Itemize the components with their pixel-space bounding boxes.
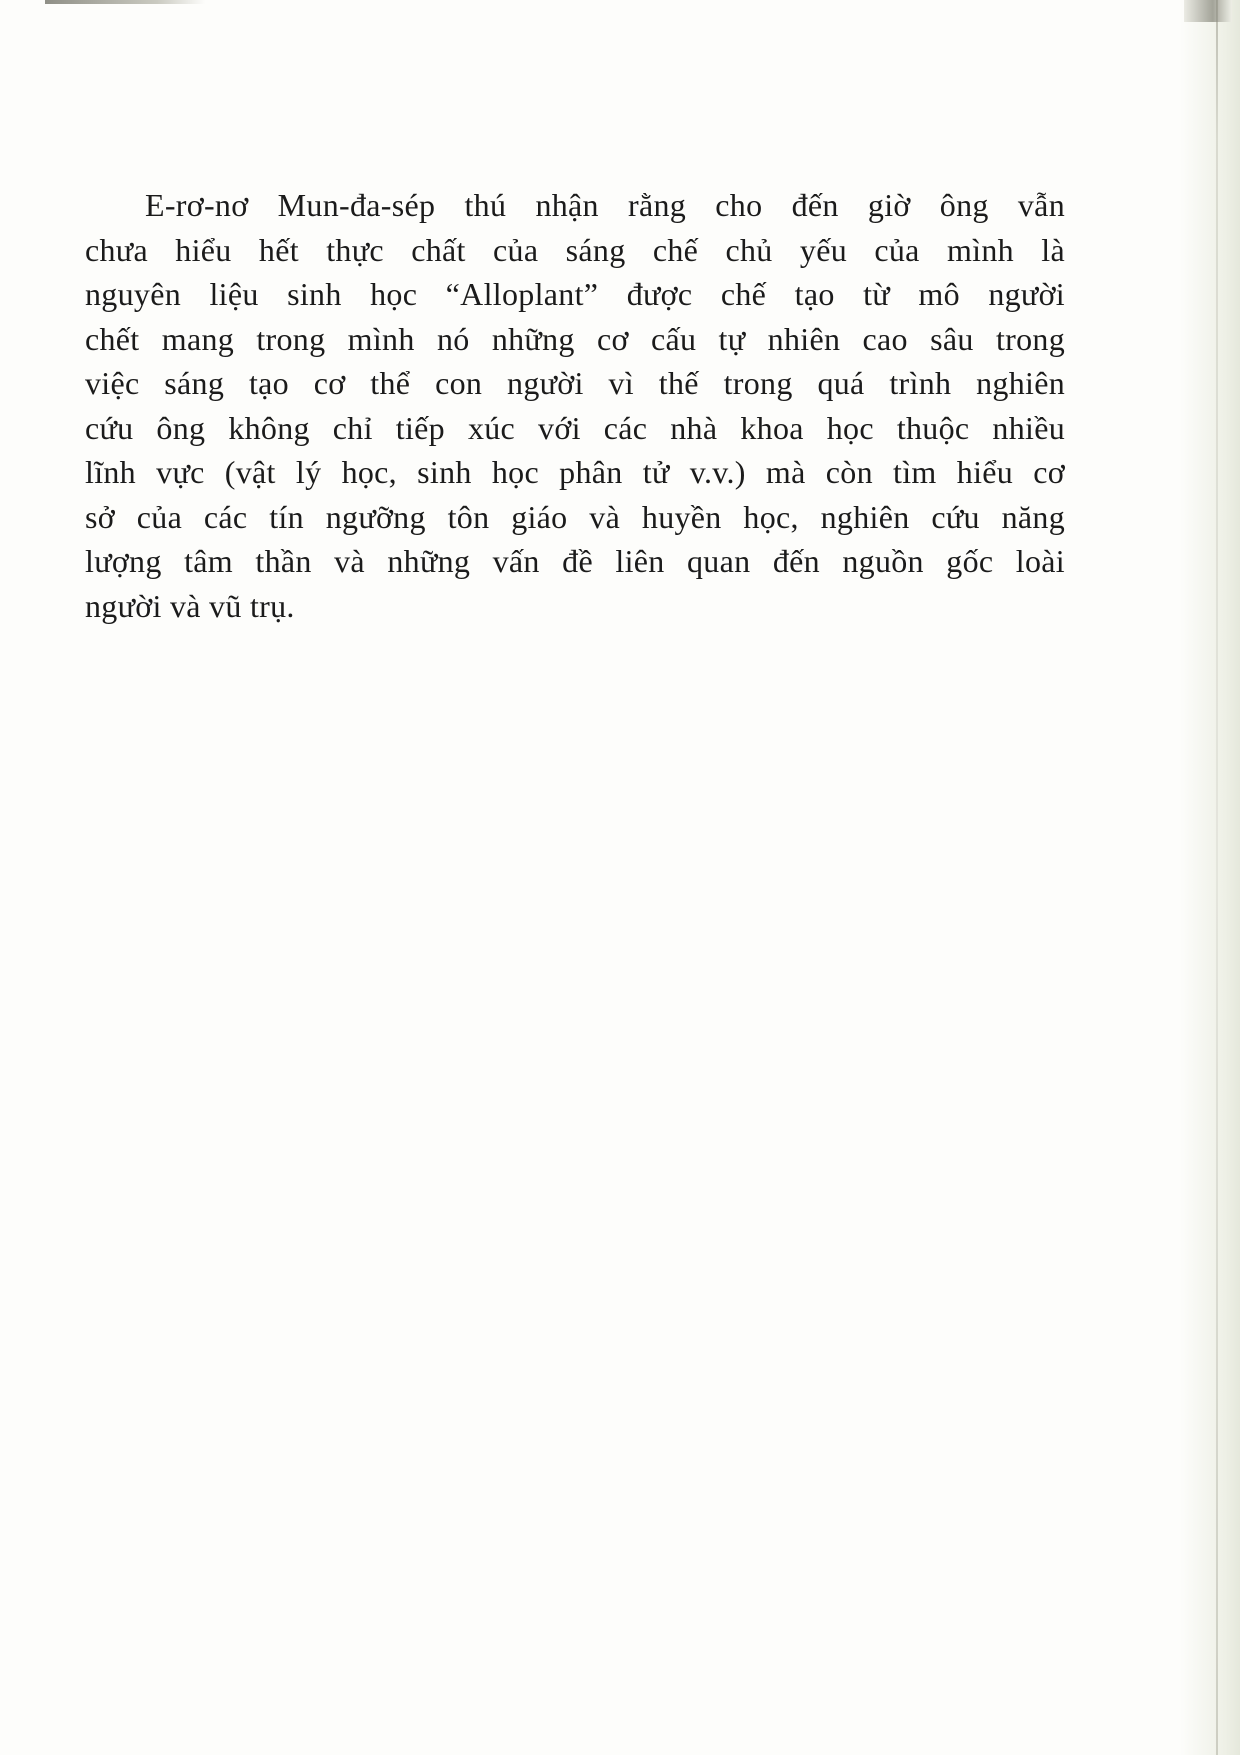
paragraph-line: E-rơ-nơ Mun-đa-sép thú nhận rằng cho đến giờ ông vẫn — [145, 187, 1065, 223]
paragraph-line: việc sáng tạo cơ thể con người vì thế trong quá trình nghiên — [85, 365, 1065, 401]
paragraph-line: sở của các tín ngưỡng tôn giáo và huyền học, nghiên cứu năng — [85, 498, 1065, 535]
page-edge-top-shadow — [45, 0, 205, 4]
paragraph-line: người và vũ trụ. — [85, 587, 295, 624]
page-edge-right-shadow — [1180, 0, 1240, 1755]
paragraph-line: chết mang trong mình nó những cơ cấu tự nhiên cao sâu trong — [85, 320, 1065, 357]
page-edge-right-mark — [1184, 0, 1232, 22]
paragraph-line: cứu ông không chỉ tiếp xúc với các nhà khoa học thuộc nhiều — [85, 409, 1065, 446]
paragraph-line: lượng tâm thần và những vấn đề liên quan đến nguồn gốc loài — [85, 543, 1065, 579]
paragraph-line: lĩnh vực (vật lý học, sinh học phân tử v.v.) mà còn tìm hiểu cơ — [85, 454, 1065, 490]
paragraph-line: chưa hiểu hết thực chất của sáng chế chủ yếu của mình là — [85, 231, 1065, 268]
paragraph-line: nguyên liệu sinh học “Alloplant” được chế tạo từ mô người — [85, 276, 1065, 312]
page-edge-right-line — [1216, 0, 1218, 1755]
body-paragraph — [85, 183, 1065, 628]
